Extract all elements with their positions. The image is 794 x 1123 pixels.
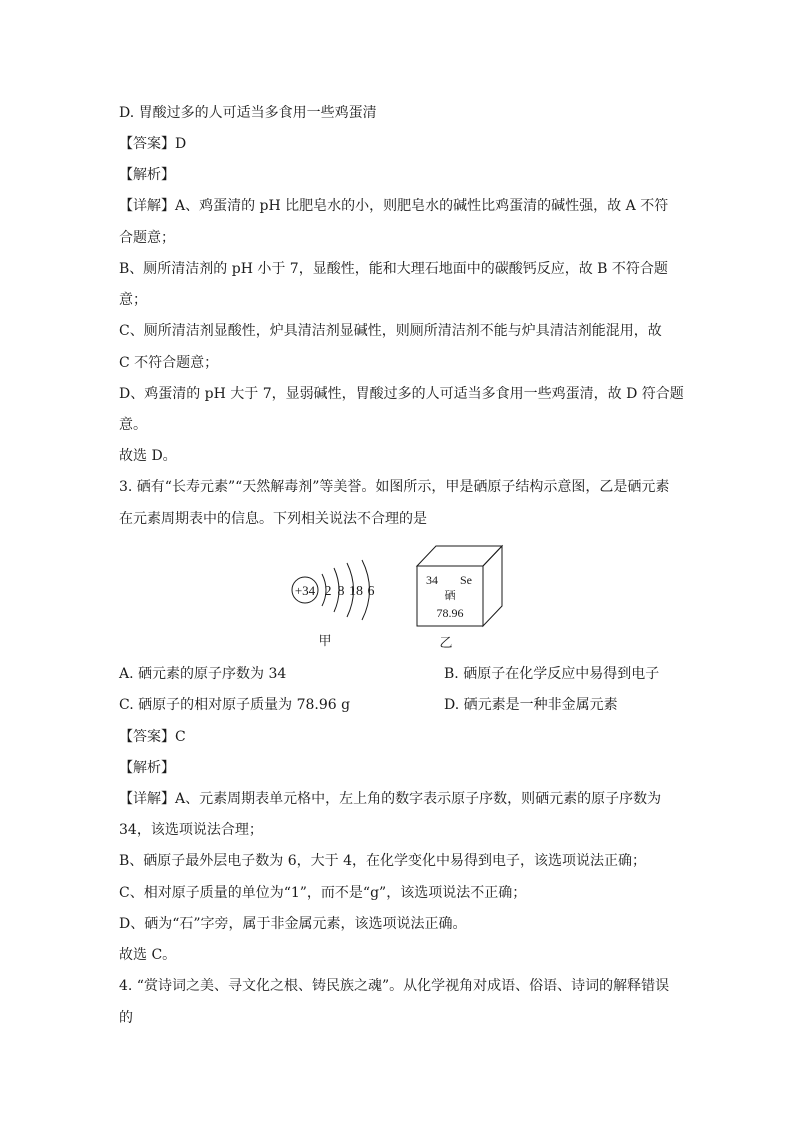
q2-detail-line: D、鸡蛋清的 pH 大于 7，显弱碱性，胃酸过多的人可适当多食用一些鸡蛋清，故 D 符合题 bbox=[119, 386, 684, 402]
q2-detail-line: B、厕所清洁剂的 pH 小于 7，显酸性，能和大理石地面中的碳酸钙反应，故 B 不符合题 bbox=[119, 261, 668, 277]
q2-analysis-heading: 【解析】 bbox=[119, 167, 175, 183]
q4-stem-line: 的 bbox=[119, 1010, 133, 1026]
label-yi: 乙 bbox=[439, 635, 453, 650]
shell-electron-count: 2 bbox=[324, 584, 332, 599]
shell-electron-count: 18 bbox=[349, 584, 363, 599]
cell-symbol: Se bbox=[460, 573, 472, 587]
q2-option-d: D. 胃酸过多的人可适当多食用一些鸡蛋清 bbox=[119, 105, 377, 121]
q2-detail-line: C 不符合题意； bbox=[119, 355, 219, 371]
q3-detail-line: B、硒原子最外层电子数为 6，大于 4，在化学变化中易得到电子，该选项说法正确； bbox=[119, 853, 647, 869]
q3-detail-line: D、硒为“石”字旁，属于非金属元素，该选项说法正确。 bbox=[119, 916, 467, 932]
nucleus-charge: +34 bbox=[294, 583, 316, 598]
q2-detail-line: 【详解】A、鸡蛋清的 pH 比肥皂水的小，则肥皂水的碱性比鸡蛋清的碱性强，故 A 不符 bbox=[119, 198, 669, 214]
q3-detail-line: 【详解】A、元素周期表单元格中，左上角的数字表示原子序数，则硒元素的原子序数为 bbox=[119, 791, 662, 807]
q2-detail-line: 合题意； bbox=[119, 230, 175, 246]
q2-detail-line: 意。 bbox=[119, 417, 147, 433]
cell-name: 硒 bbox=[444, 590, 456, 602]
q3-option-c: C. 硒原子的相对原子质量为 78.96 g bbox=[119, 697, 351, 713]
q3-analysis-heading: 【解析】 bbox=[119, 760, 175, 776]
q3-option-a: A. 硒元素的原子序数为 34 bbox=[119, 666, 287, 682]
q3-option-d: D. 硒元素是一种非金属元素 bbox=[444, 697, 618, 713]
shell-electron-count: 6 bbox=[367, 584, 375, 599]
q2-detail-line: 意； bbox=[119, 292, 147, 308]
q3-option-b: B. 硒原子在化学反应中易得到电子 bbox=[444, 666, 660, 682]
q2-conclusion: 故选 D。 bbox=[119, 448, 177, 464]
q2-detail-line: C、厕所清洁剂显酸性，炉具清洁剂显碱性，则厕所清洁剂不能与炉具清洁剂能混用，故 bbox=[119, 323, 662, 339]
q4-stem-line: 4. “赏诗词之美、寻文化之根、铸民族之魂”。从化学视角对成语、俗语、诗词的解释错误 bbox=[119, 978, 670, 994]
cell-atomic-mass: 78.96 bbox=[436, 606, 464, 620]
q2-answer: 【答案】D bbox=[119, 136, 187, 152]
q3-detail-line: 34，该选项说法合理； bbox=[119, 822, 263, 838]
q3-stem-line: 在元素周期表中的信息。下列相关说法不合理的是 bbox=[119, 511, 427, 527]
q3-stem-line: 3. 硒有“长寿元素”“天然解毒剂”等美誉。如图所示，甲是硒原子结构示意图，乙是硒元素 bbox=[119, 479, 670, 495]
selenium-atom-diagram bbox=[292, 560, 375, 648]
q3-conclusion: 故选 C。 bbox=[119, 947, 177, 963]
cell-atomic-number: 34 bbox=[426, 573, 438, 587]
q3-answer: 【答案】C bbox=[119, 729, 186, 745]
periodic-table-cell bbox=[417, 546, 502, 650]
shell-electron-count: 8 bbox=[337, 584, 345, 599]
label-jia: 甲 bbox=[318, 633, 332, 648]
q3-detail-line: C、相对原子质量的单位为“1”，而不是“g”，该选项说法不正确； bbox=[119, 885, 527, 901]
